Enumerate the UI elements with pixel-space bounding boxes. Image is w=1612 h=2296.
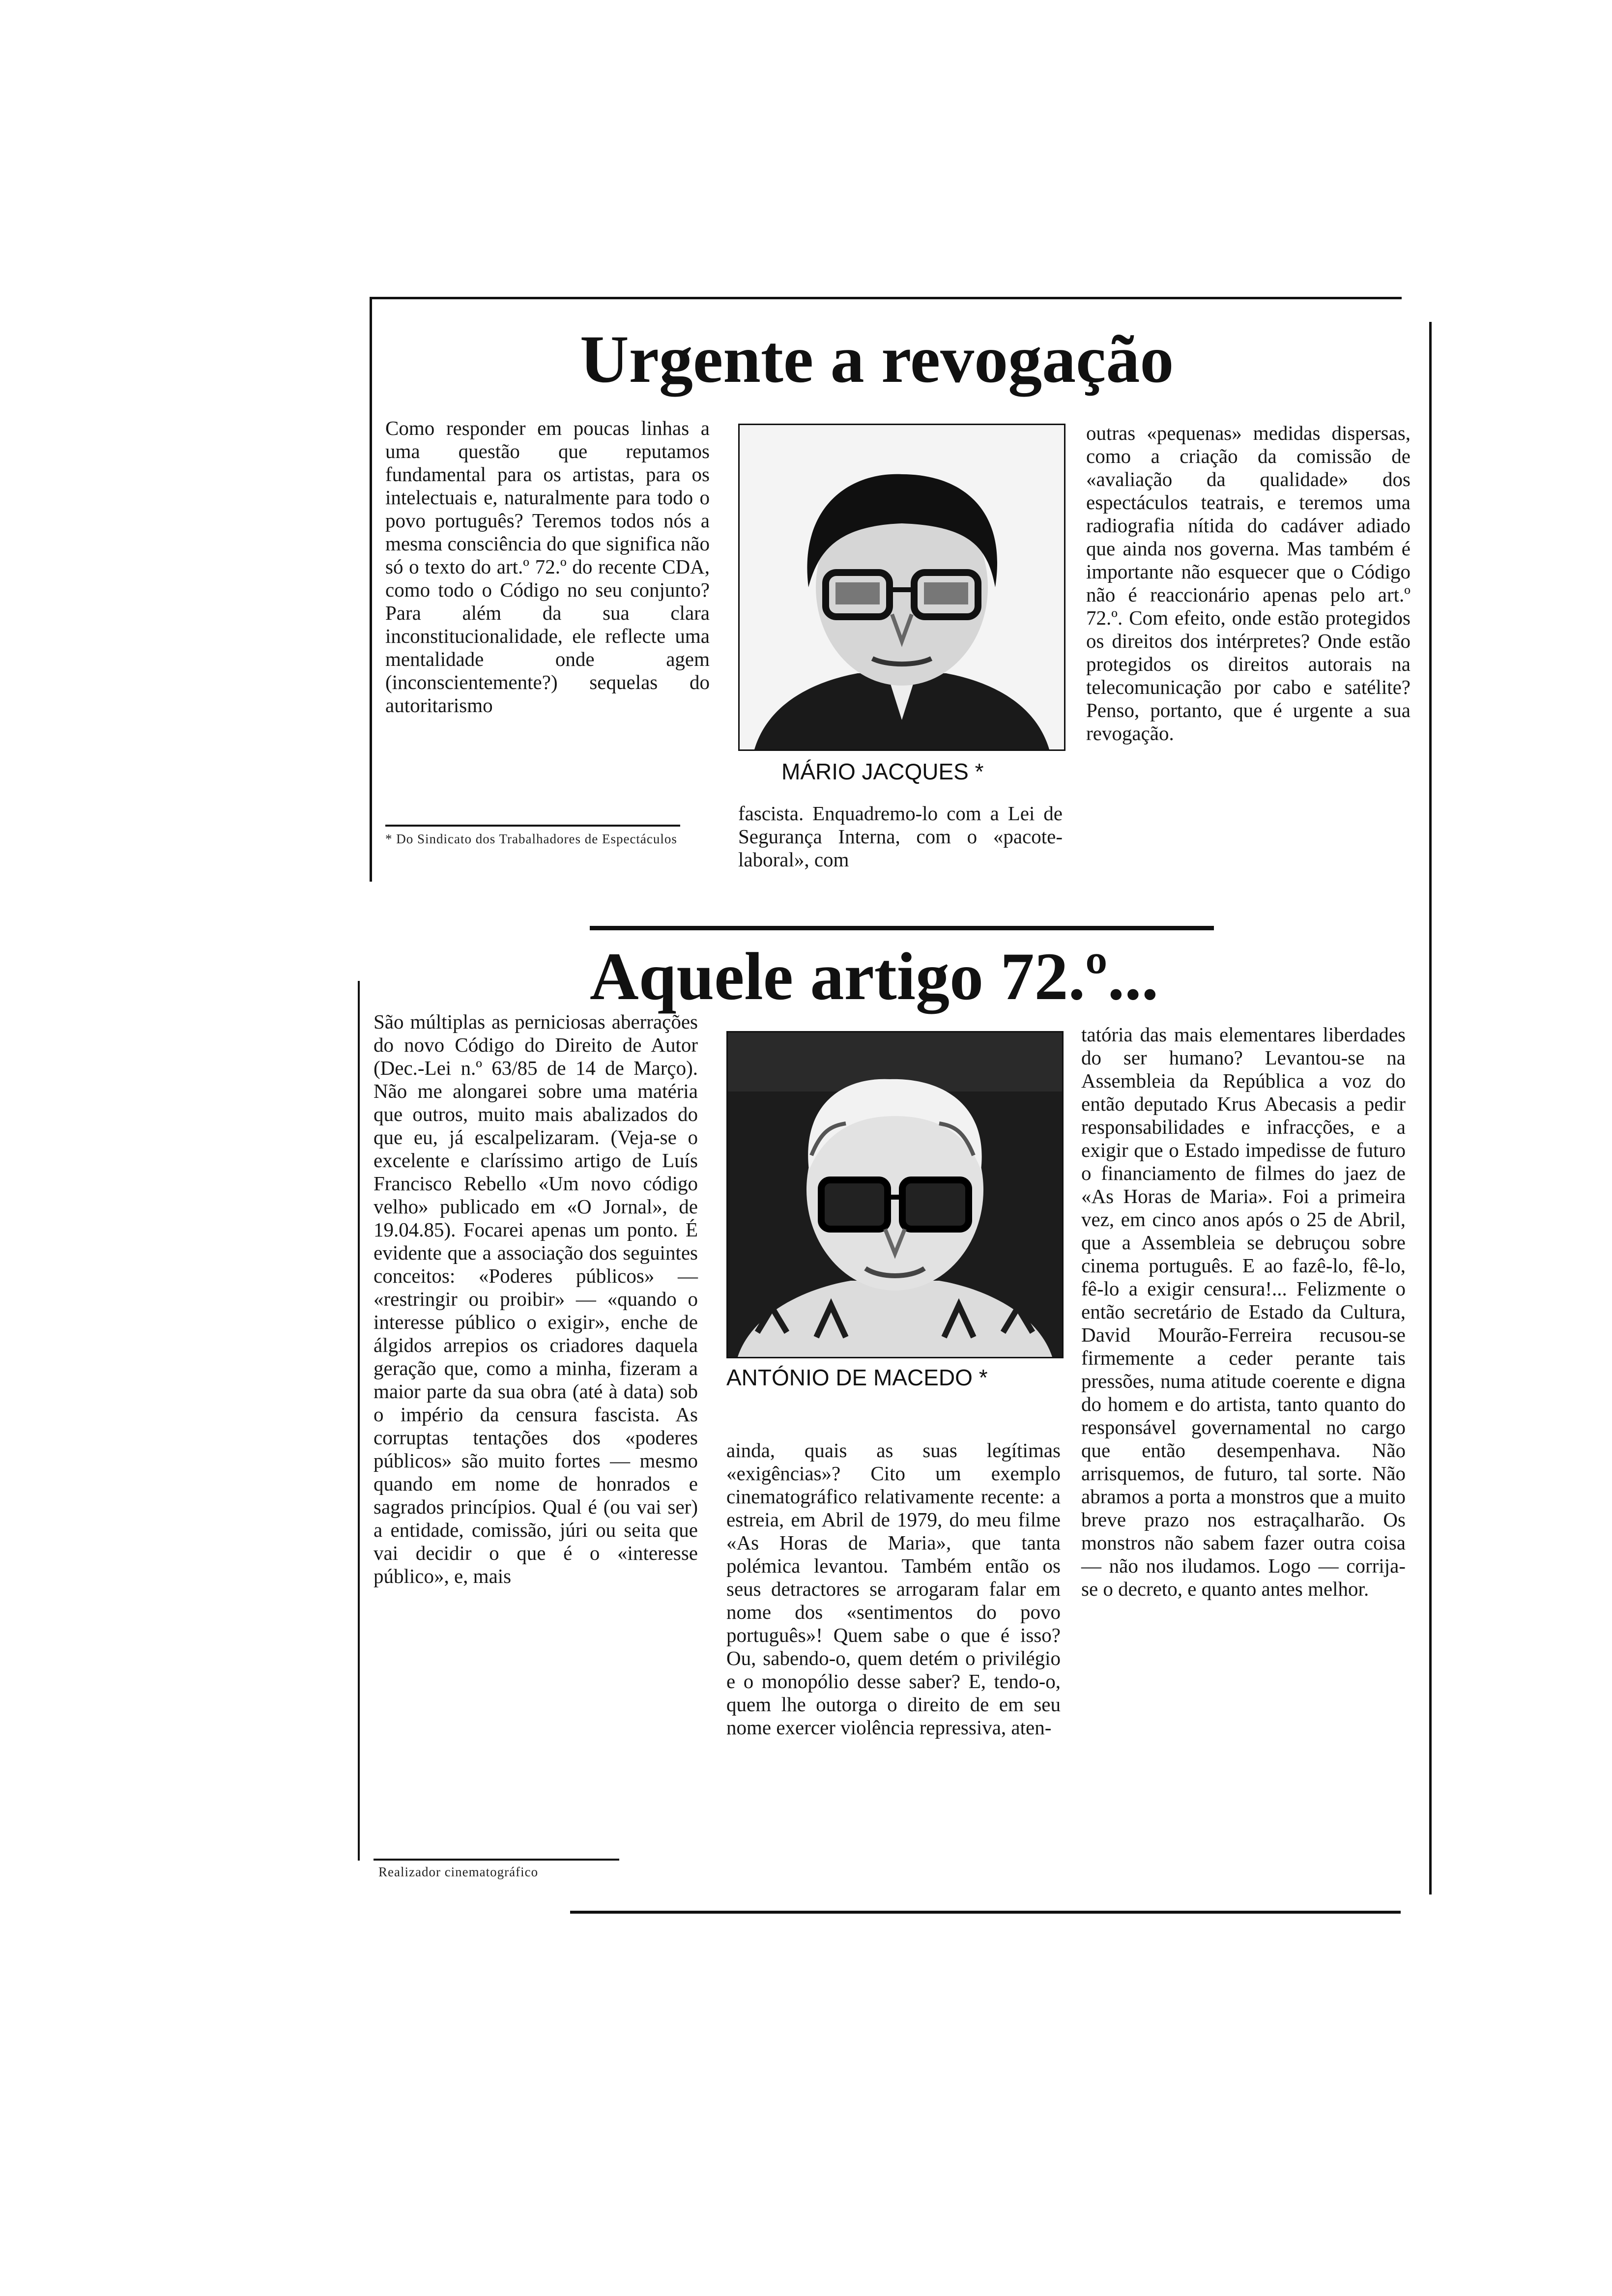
article2-column-1-text: São múltiplas as perniciosas aberrações do novo Código do Direito de Autor (Dec.-Lei n.º 63/85 de 14 de Março). Não me alongarei sobre uma matéria que outros, muito mais abalizados do que eu, já escalpelizaram. (Veja-se o excelente e claríssimo artigo de Luís Francisco Rebello «Um novo código velho» publicado em «O Jornal», de 19.04.85). Focarei apenas um ponto. É evidente que a associação dos seguintes conceitos: «Poderes públicos» — «restringir ou proibir» — «quando o interesse público o exigir», enche de álgidos arrepios os criadores daquela geração que, como a minha, fizeram a maior parte da sua obra (até à data) sob o império da censura fascista. As corruptas tentações dos «poderes públicos» são muito fortes — mesmo quando em nome de honrados e sagrados princípios. Qual é (ou vai ser) a entidade, comissão, júri ou seita que vai decidir o que é o «interesse público», e, mais xyxy=(374,1010,698,1587)
article2-column-1 xyxy=(374,1010,698,1588)
article1-footnote: * Do Sindicato dos Trabalhadores de Espectáculos xyxy=(385,832,677,846)
bottom-rule xyxy=(570,1911,1401,1914)
article1-column-1 xyxy=(385,417,710,717)
article1-footnote-rule xyxy=(385,825,680,827)
article1-column-3-text: outras «pequenas» medidas dispersas, como a criação da comissão de «avaliação da qualidade» dos espectáculos teatrais, e teremos uma radiografia nítida do cadáver adiado que ainda nos governa. Mas também é importante não esquecer que o Código não é reaccionário apenas pelo art.º 72.º. Com efeito, onde estão protegidos os direitos dos intérpretes? Onde estão protegidos os direitos autorais na telecomunicação por cabo e satélite? Penso, portanto, que é urgente a sua revogação. xyxy=(1086,422,1410,745)
article2-column-2 xyxy=(726,1439,1061,1739)
article1-column-2 xyxy=(738,802,1063,871)
article2-column-3 xyxy=(1081,1023,1406,1601)
right-border-rule xyxy=(1429,322,1432,1894)
top-border-rule xyxy=(370,297,1402,299)
article2-column-2-text: ainda, quais as suas legítimas «exigências»? Cito um exemplo cinematográfico relativamente recente: a estreia, em Abril de 1979, do meu filme «As Horas de Maria», que tanta polémica levantou. Também então os seus detractores se arrogaram falar em nome dos «sentimentos do povo português»! Quem sabe o que é isso? Ou, sabendo-o, quem detém o privilégio e o monopólio desse saber? E, tendo-o, quem lhe outorga o direito de em seu nome exercer violência repressiva, aten- xyxy=(726,1439,1061,1739)
article-separator-rule xyxy=(590,926,1214,930)
article2-column-3-text: tatória das mais elementares liberdades do ser humano? Levantou-se na Assembleia da República a voz do então deputado Krus Abecasis a pedir responsabilidades e infracções, e a exigir que o Estado impedisse de futuro o financiamento de filmes do jaez de «As Horas de Maria». Foi a primeira vez, em cinco anos após o 25 de Abril, que a Assembleia se debruçou sobre cinema português. E ao fazê-lo, fê-lo, fê-lo a exigir censura!... Felizmente o então secretário de Estado da Cultura, David Mourão-Ferreira recusou-se firmemente a ceder perante tais pressões, numa atitude coerente e digna do homem e do artista, tanto quanto do responsável governamental no cargo que então desempenhava. Não arrisquemos, de futuro, tal sorte. Não abramos a porta a monstros que a muito breve prazo nos estraçalharão. Os monstros não sabem fazer outra coisa — não nos iludamos. Logo — corrija-se o decreto, e quanto antes melhor. xyxy=(1081,1023,1406,1600)
article2-footnote-rule xyxy=(374,1859,619,1861)
article1-photo xyxy=(738,424,1065,751)
article2-headline: Aquele artigo 72.º... xyxy=(590,939,1159,1014)
article1-column-3 xyxy=(1086,422,1410,745)
article2-footnote: Realizador cinematográfico xyxy=(378,1865,539,1879)
article2-photo-caption: ANTÓNIO DE MACEDO * xyxy=(726,1365,988,1390)
article1-headline: Urgente a revogação xyxy=(580,321,1174,397)
article1-photo-caption: MÁRIO JACQUES * xyxy=(781,759,984,784)
article2-left-rule xyxy=(358,981,360,1861)
left-border-rule xyxy=(370,297,372,882)
article1-column-1-text: Como responder em poucas linhas a uma questão que reputamos fundamental para os artistas, para os intelectuais e, naturalmente para todo o povo português? Teremos todos nós a mesma consciência do que significa não só o texto do art.º 72.º do recente CDA, como todo o Código no seu conjunto? Para além da sua clara inconstitucionalidade, ele reflecte uma mentalidade onde agem (inconscientemente?) sequelas do autoritarismo xyxy=(385,417,710,717)
article2-photo xyxy=(726,1031,1064,1358)
article1-column-2-text: fascista. Enquadremo-lo com a Lei de Segurança Interna, com o «pacote-laboral», com xyxy=(738,802,1063,871)
